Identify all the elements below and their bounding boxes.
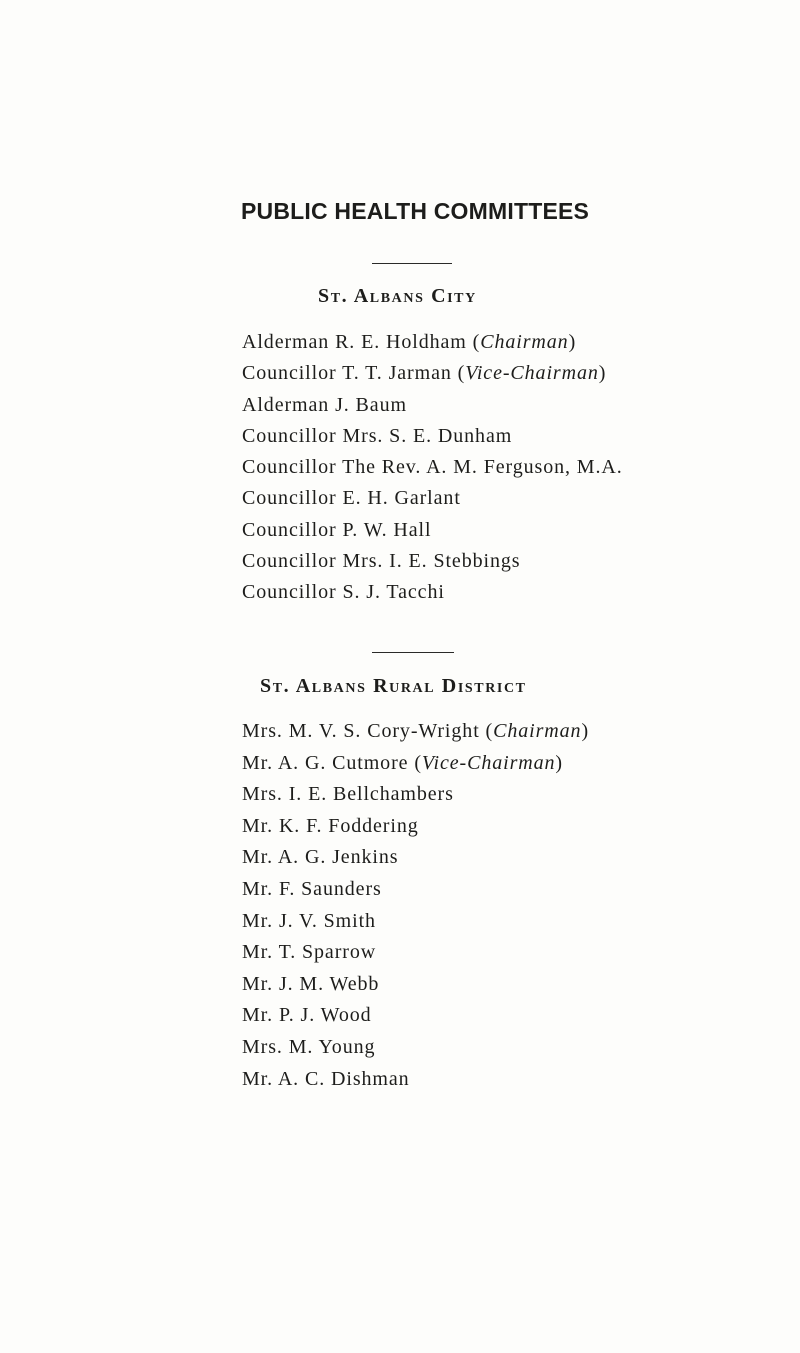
member-role: Chairman [480, 331, 569, 353]
member-entry [242, 515, 623, 546]
member-list-city [242, 327, 623, 609]
member-entry [242, 937, 589, 969]
member-name: Mrs. M. Young [242, 1035, 376, 1058]
member-name: Councillor T. T. Jarman [242, 362, 452, 385]
member-entry: Mrs. M. V. S. Cory-Wright (Chairman) [242, 720, 590, 742]
member-name: Mr. K. F. Foddering [242, 814, 419, 837]
member-name: Mr. T. Sparrow [242, 941, 377, 964]
section-heading-city: St. Albans City [318, 285, 477, 307]
member-entry [242, 1064, 589, 1096]
member-name: Councillor S. J. Tacchi [242, 581, 445, 604]
member-entry [242, 577, 623, 608]
member-name: Councillor Mrs. I. E. Stebbings [242, 550, 521, 573]
section-divider [372, 263, 452, 264]
member-entry: Alderman R. E. Holdham (Chairman) [242, 331, 577, 353]
member-entry [242, 874, 589, 906]
member-entry [242, 390, 623, 421]
member-entry [242, 483, 623, 514]
member-role: Vice-Chairman [421, 751, 556, 774]
member-role: Vice-Chairman [465, 362, 599, 385]
member-entry [242, 811, 589, 843]
member-entry [242, 546, 623, 577]
member-entry [242, 421, 623, 452]
member-entry: Mr. A. G. Cutmore (Vice-Chairman) [242, 751, 563, 774]
section-heading-rural-district: St. Albans Rural District [260, 675, 527, 697]
member-name: Councillor Mrs. S. E. Dunham [242, 424, 513, 447]
member-list-rural-district [242, 716, 589, 1095]
member-name: Mr. A. G. Cutmore [242, 751, 409, 774]
section-divider [372, 652, 454, 653]
member-name: Councillor P. W. Hall [242, 518, 432, 541]
member-name: Mrs. I. E. Bellchambers [242, 783, 454, 806]
member-entry [242, 1032, 589, 1064]
member-entry [242, 452, 623, 483]
member-entry [242, 779, 589, 811]
member-entry [242, 969, 589, 1001]
member-name: Mr. A. G. Jenkins [242, 846, 399, 869]
member-role: Chairman [493, 720, 582, 742]
member-entry [242, 842, 589, 874]
member-entry: Councillor T. T. Jarman (Vice-Chairman) [242, 362, 607, 385]
member-name: Mr. F. Saunders [242, 877, 382, 900]
member-name: Councillor E. H. Garlant [242, 487, 461, 510]
member-name: Alderman R. E. Holdham [242, 331, 467, 353]
member-name: Councillor The Rev. A. M. Ferguson, M.A. [242, 456, 623, 479]
member-entry [242, 906, 589, 938]
page-title: PUBLIC HEALTH COMMITTEES [241, 198, 590, 224]
member-name: Mr. P. J. Wood [242, 1004, 372, 1027]
member-name: Mrs. M. V. S. Cory-Wright [242, 720, 480, 742]
member-name: Mr. J. M. Webb [242, 972, 380, 995]
member-name: Alderman J. Baum [242, 393, 407, 416]
member-entry [242, 1000, 589, 1032]
member-name: Mr. J. V. Smith [242, 909, 376, 932]
member-name: Mr. A. C. Dishman [242, 1067, 410, 1090]
